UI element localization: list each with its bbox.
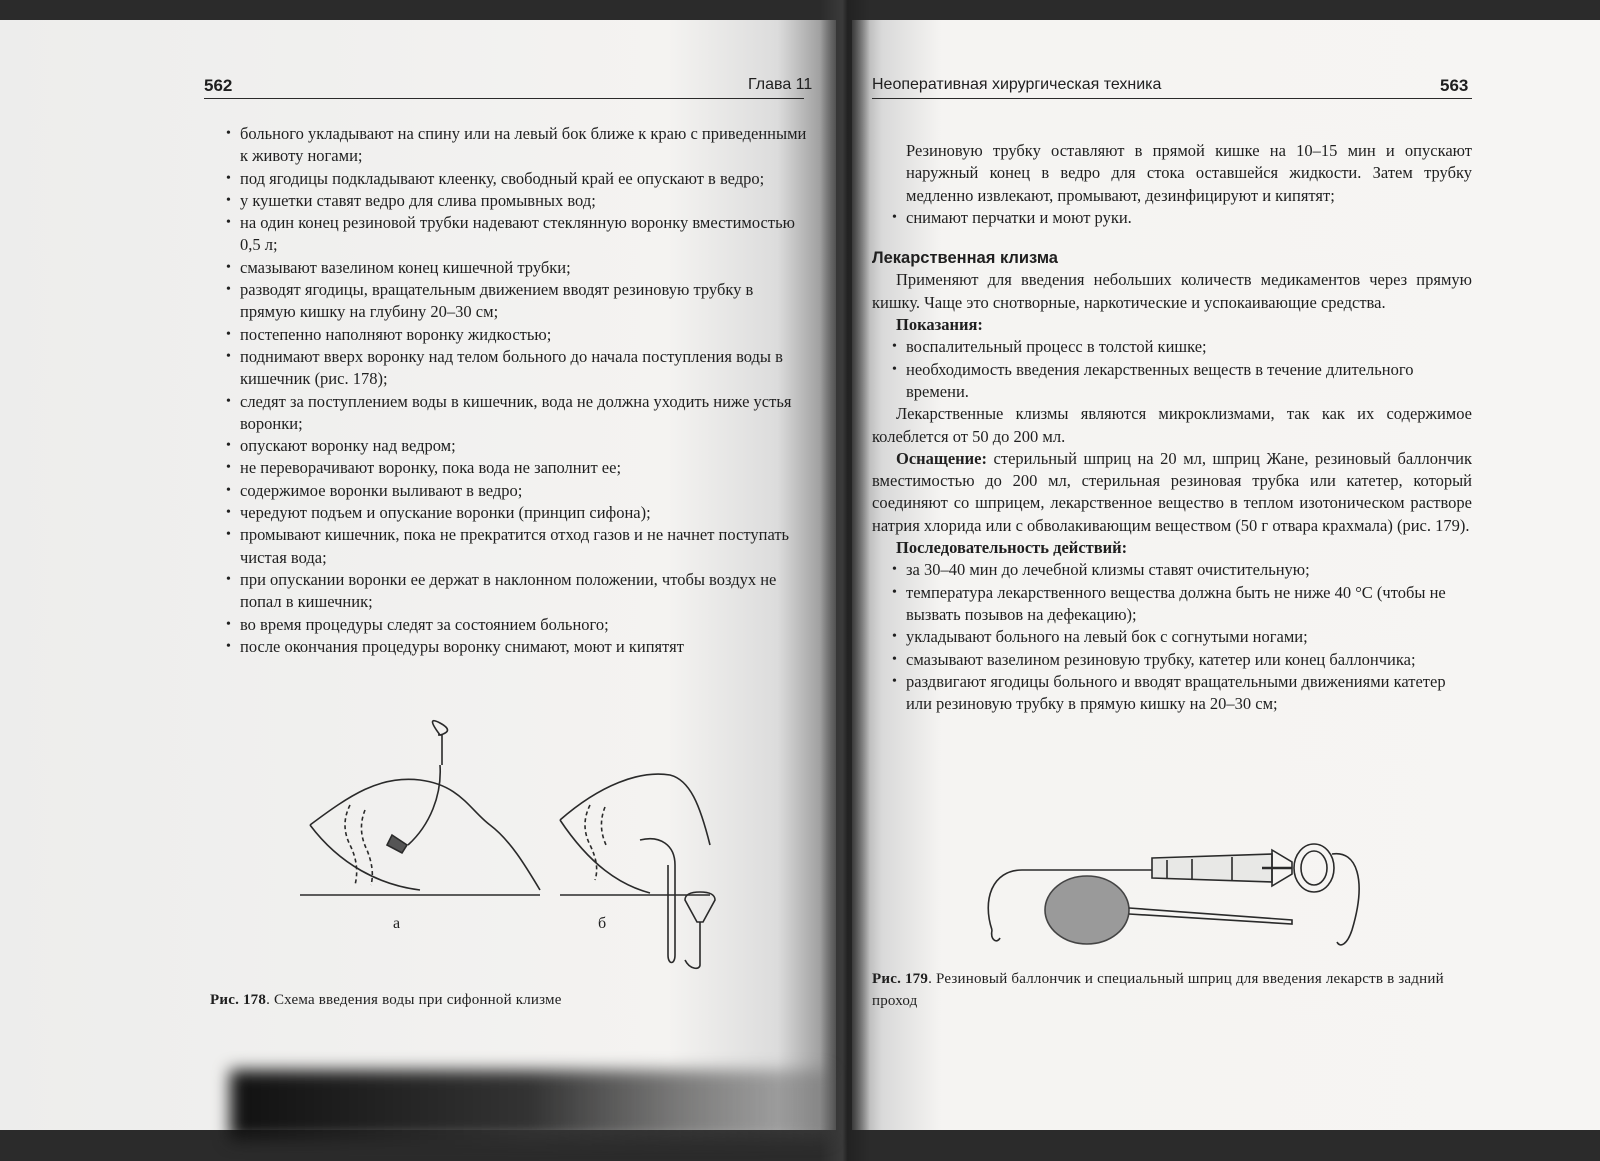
figure-179-caption (872, 968, 1472, 1012)
caption-prefix: Рис. 178 (210, 992, 267, 1008)
caption-text: . Схема введения воды при сифонной клизме (266, 992, 562, 1008)
list-item: • опускают воронку над ведром; (226, 435, 812, 457)
list-item: • температура лекарственного вещества должна быть не ниже 40 °С (чтобы не вызвать позывов на дефекацию); (892, 582, 1472, 627)
list-item: • укладывают больного на левый бок с согнутыми ногами; (892, 626, 1472, 648)
list-item: • следят за поступлением воды в кишечник, вода не должна уходить ниже устья воронки; (226, 391, 812, 436)
list-item: • смазывают вазелином конец кишечной трубки; (226, 257, 812, 279)
list-item: • на один конец резиновой трубки надевают стеклянную воронку вместимостью 0,5 л; (226, 212, 812, 257)
list-item: • во время процедуры следят за состоянием больного; (226, 614, 812, 636)
list-item: • за 30–40 мин до лечебной клизмы ставят очистительную; (892, 559, 1472, 581)
list-item: • содержимое воронки выливают в ведро; (226, 480, 812, 502)
figure-178-caption (210, 992, 562, 1009)
bottom-shadow (230, 1070, 830, 1140)
list-item: • при опускании воронки ее держат в наклонном положении, чтобы воздух не попал в кишечник; (226, 569, 812, 614)
list-item: • не переворачивают воронку, пока вода не заполнит ее; (226, 457, 812, 479)
list-item: • смазывают вазелином резиновую трубку, катетер или конец баллончика; (892, 649, 1472, 671)
left-running-head: Глава 11 (748, 76, 813, 93)
caption-text: . Резиновый баллончик и специальный шприц для введения лекарств в задний проход (872, 971, 1444, 1009)
figure-label-b: б (598, 915, 607, 932)
left-header-rule (204, 98, 804, 99)
list-item: • под ягодицы подкладывают клеенку, свободный край ее опускают в ведро; (226, 168, 812, 190)
list-item: • чередуют подъем и опускание воронки (принцип сифона); (226, 502, 812, 524)
figure-178-illustration (290, 715, 810, 975)
list-item: • снимают перчатки и моют руки. (892, 207, 1472, 229)
list-item: • больного укладывают на спину или на левый бок ближе к краю с приведенными к животу ногами; (226, 123, 812, 168)
section-paragraph: Применяют для введения небольших количеств медикаментов через прямую кишку. Чаще это снотворные, наркотические и успокаивающие средства. (872, 270, 1472, 312)
right-page-number: 563 (1440, 76, 1469, 95)
right-body-text (872, 140, 1472, 715)
caption-prefix: Рис. 179 (872, 971, 929, 987)
left-page-number: 562 (204, 76, 233, 95)
equipment-text: стерильный шприц на 20 мл, шприц Жане, резиновый баллончик вместимостью до 200 мл, стерильная резиновая трубка или катетер, который соединяют со шприцем, лекарственное вещество в теплом изотоническом растворе натрия хлорида или с обволакивающим веществом (50 г отвара крахмала) (рис. 179). (872, 448, 1472, 535)
intro-paragraph: Резиновую трубку оставляют в прямой кишке на 10–15 мин и опускают наружный конец в ведро для стока оставшейся жидкости. Затем трубку медленно извлекают, промывают, дезинфицируют и кипятят; (906, 141, 1472, 205)
sequence-title: Последовательность действий: (896, 538, 1128, 558)
indications-title: Показания: (896, 315, 983, 335)
left-body-text (226, 123, 812, 658)
list-item: • разводят ягодицы, вращательным движением вводят резиновую трубку в прямую кишку на глубину 20–30 см; (226, 279, 812, 324)
list-item: • воспалительный процесс в толстой кишке; (892, 336, 1472, 358)
list-item: • постепенно наполняют воронку жидкостью; (226, 324, 812, 346)
right-header-rule (872, 98, 1472, 99)
list-item: • у кушетки ставят ведро для слива промывных вод; (226, 190, 812, 212)
figure-label-a: а (393, 915, 401, 932)
equipment-paragraph (872, 448, 1472, 537)
figure-179-illustration (962, 820, 1412, 970)
list-item: • после окончания процедуры воронку снимают, моют и кипятят (226, 636, 812, 658)
list-item: • необходимость введения лекарственных веществ в течение длительного времени. (892, 359, 1472, 404)
left-page (0, 20, 836, 1130)
right-running-head: Неоперативная хирургическая техника (872, 76, 1162, 93)
book-gutter (820, 0, 870, 1161)
right-page (852, 20, 1600, 1130)
list-item: • поднимают вверх воронку над телом больного до начала поступления воды в кишечник (рис. 178); (226, 346, 812, 391)
section-title: Лекарственная клизма (872, 249, 1058, 268)
list-item: • промывают кишечник, пока не прекратится отход газов и не начнет поступать чистая вода; (226, 524, 812, 569)
list-item: • раздвигают ягодицы больного и вводят вращательными движениями катетер или резиновую трубку в прямую кишку на 20–30 см; (892, 671, 1472, 716)
equipment-label: Оснащение: (896, 448, 987, 468)
micro-paragraph: Лекарственные клизмы являются микроклизмами, так как их содержимое колеблется от 50 до 200 мл. (872, 404, 1472, 446)
